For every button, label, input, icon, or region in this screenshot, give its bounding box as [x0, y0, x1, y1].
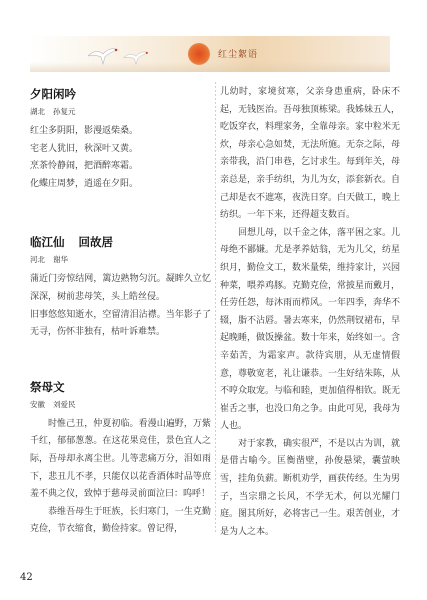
right-column [220, 84, 400, 541]
poem-line: 化蝶庄周梦，逍遥在夕阳。 [30, 178, 139, 189]
poem-title: 祭母文 [30, 379, 65, 394]
poem-line: 宅老人犹旧，秋深叶又黄。 [30, 143, 139, 154]
poem-paragraph: 旧事悠悠知逝水，空留清泪沾襟。当年影子了无寻，伤怀非独有，枯叶诉难禁。 [30, 309, 211, 338]
poem-1 [30, 86, 211, 193]
poem-2 [30, 234, 211, 341]
poem-paragraph: 蒲近门旁惊结网，篱边熟物匀沉。凝眸久立忆深深，树前悲母笑，头上皓丝侵。 [30, 274, 211, 302]
column-divider [215, 82, 216, 532]
prose-paragraph: 儿幼时，家境贫寒，父亲身患重病，卧床不起，无钱医治。吾母独顶栋梁。我姊妹五人，吃饭穿衣，料理家务，全靠母亲。家中粒米无炊，母亲心急如焚，无法所施。无奈之际，母亲带我，沿门串巷，乞讨求生。每到年关，母亲总是，亲手纺织，为儿为女，添套新衣。自己却是衣不遮寒，夜洗日穿。白天做工，晚上纺织。一年下来，还得超支数百。 [220, 87, 401, 221]
poem-author: 安徽 刘爱民 [30, 399, 76, 409]
prose-paragraph: 对于家教，确实很严，不是以古为训，就是借古喻今。匡衡凿壁，孙俊悬梁，囊萤映雪，挂角负薪。断机劝学，画获传经。生为男子，当宗鼎之长风，不学无术，何以光耀门庭。图其所好，必将害己一生。艰苦创业，才是为人之本。 [220, 438, 401, 537]
poem-author: 湖北 孙复元 [30, 107, 76, 116]
poem-title: 夕阳闲吟 [30, 87, 76, 101]
poem-3 [30, 379, 211, 539]
prose-paragraph: 恭维吾母生于旺族，长归寒门，一生克勤克俭，节衣缩食，勤俭持家。曾记得， [30, 506, 211, 535]
left-column [30, 86, 211, 539]
header-banner [30, 36, 390, 72]
poem-title: 临江仙 回故居 [30, 235, 113, 250]
poem-line: 烹茶怜静闹，把酒醉寒霜。 [30, 161, 139, 172]
prose-paragraph: 时惟己丑，仲夏初临。看漫山遍野，万紫千红，郁郁葱葱。在这花果竞佳，景色宜人之际，吾母却永离尘世。儿等悲痛万分，泪如雨下，悲丑儿不孝，只能仅以花香酒体时品等庶羞不典之仪，致悼于慈母灵前面泣曰：呜呼！ [30, 418, 211, 500]
banner-title: 红尘絮语 [218, 50, 259, 60]
page-number: 42 [20, 572, 33, 583]
poem-line: 红尘多阴阳，影漫返柴桑。 [30, 126, 139, 136]
prose-paragraph: 回想儿母，以千金之体，落平困之家。儿母绝不鄙嫌。尤是孝养姑翁，无为儿父，纺星织月，勤俭文工，数米量柴，维持家计，兴园种菜，喂养鸡豚。克勤克俭，常披星而戴月，任劳任怨，每沐雨而栉风。一年四季，奔华不辍，脂不沾唇。暑去寒来，仍然荆钗裙布，早起晚睡，做饭操盆。数十年来，始终如一。含辛茹苦，为霜家声。款待宾朋，从无虚情假意，尊敬宽老，礼让谦恭。一生好结朱陈，从不哼众取宠。与临和睦，更加值得相钦。既无崔舌之事，也没口角之争。由此可见，我母为人也。 [220, 227, 401, 432]
poem-author: 河北 谢华 [30, 255, 68, 265]
